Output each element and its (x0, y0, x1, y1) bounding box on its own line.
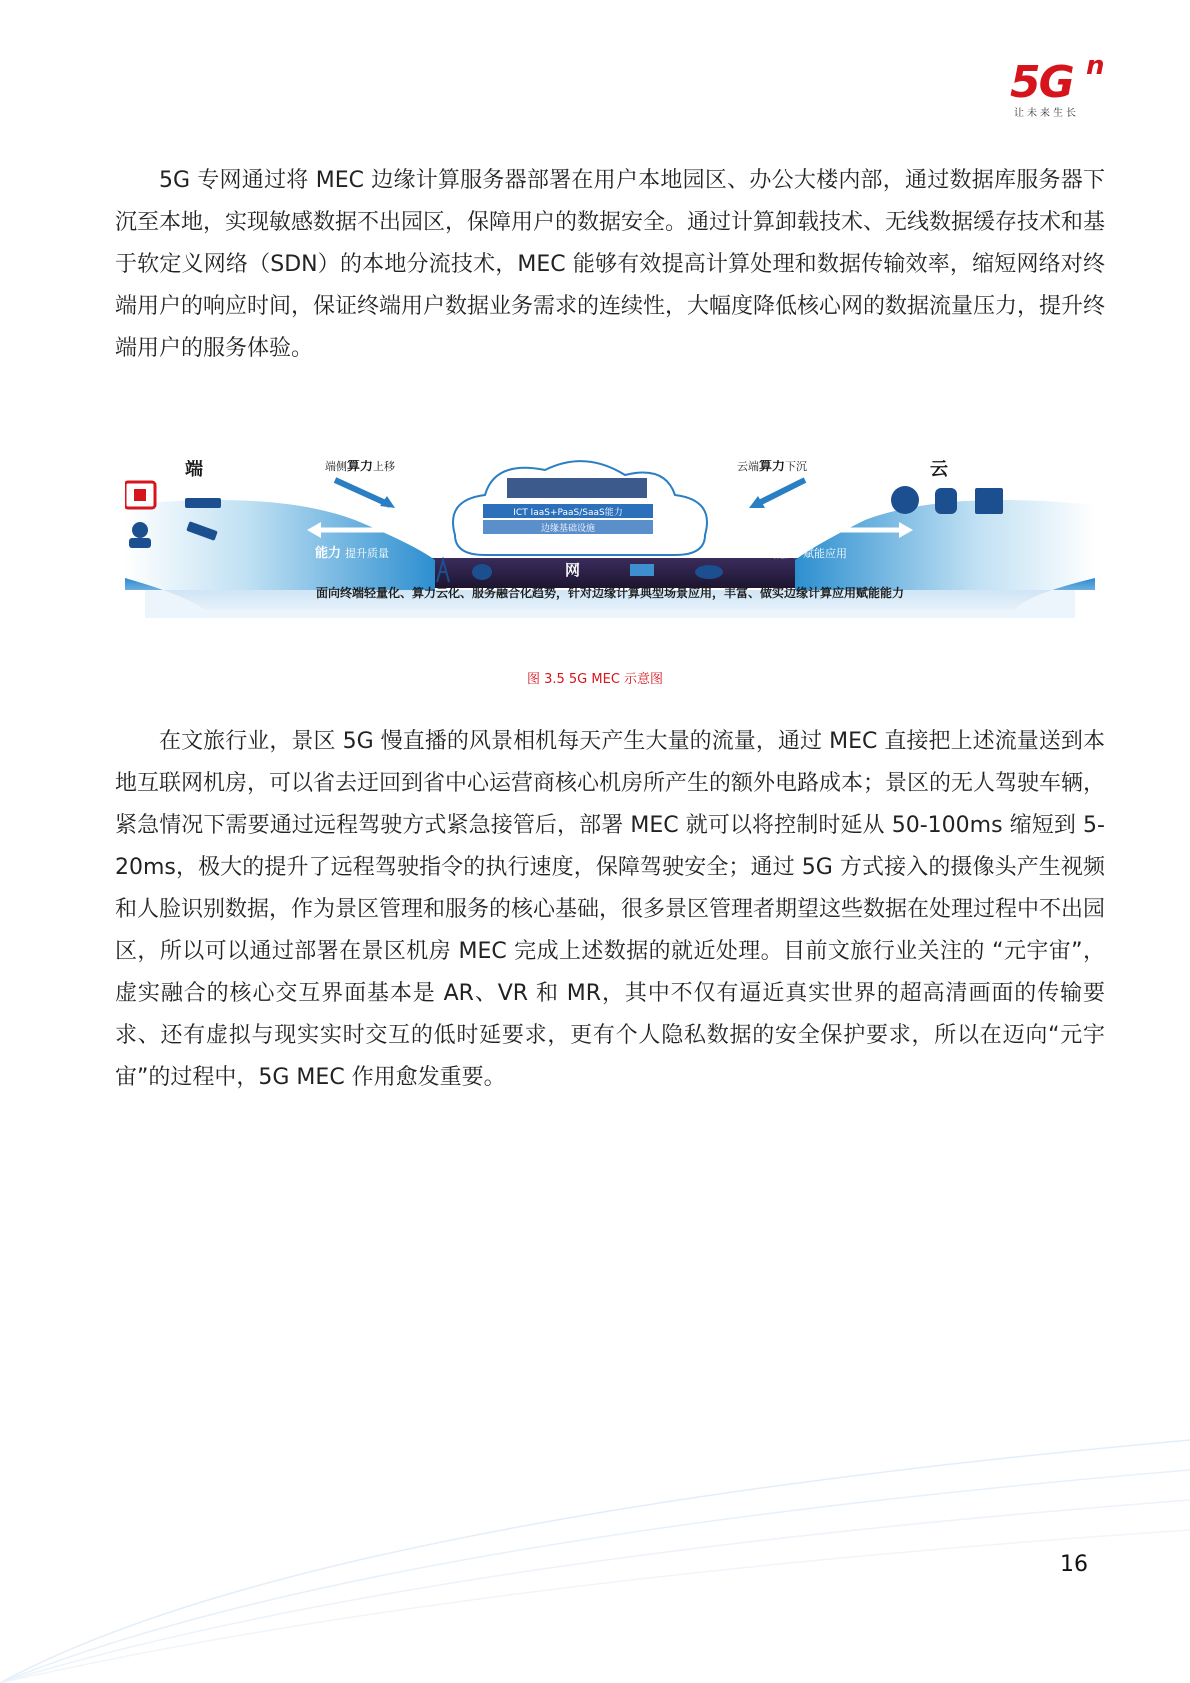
database-icon (935, 488, 957, 514)
network-label: 网 (565, 561, 581, 579)
figure-caption: 图 3.5 5G MEC 示意图 (526, 672, 664, 687)
bottom-slogan: 面向终端轻量化、算力云化、服务融合化趋势，针对边缘计算典型场景应用，丰富、做实边缘计算应用赋能能力 (315, 586, 905, 600)
worker-icon (132, 522, 148, 538)
brand-logo (1010, 52, 1110, 122)
left-capability-label: 能力 提升质量 (315, 546, 390, 561)
page-number: 16 (1060, 1552, 1088, 1577)
cloud-screens (507, 478, 647, 498)
router-network-icon (695, 565, 723, 579)
ict-label: ICT IaaS+PaaS/SaaS能力 (513, 508, 623, 518)
switch-icon (630, 564, 654, 576)
mec-diagram (125, 460, 1095, 645)
paragraph-1: 5G 专网通过将 MEC 边缘计算服务器部署在用户本地园区、办公大楼内部，通过数据库服务器下沉至本地，实现敏感数据不出园区，保障用户的数据安全。通过计算卸载技术、无线数据缓存技术和基于软定义网络（SDN）的本地分流技术，MEC 能够有效提高计算处理和数据传输效率，缩短网络对终端用户的响应时间，保证终端用户数据业务需求的连续性，大幅度降低核心网的数据流量压力，提升终端用户的服务体验。 (115, 168, 1106, 361)
brain-icon (891, 486, 919, 514)
logo-tagline: 让未来生长 (1014, 108, 1079, 119)
logo-main: 5G (1010, 57, 1073, 108)
bottom-decoration (0, 1400, 1190, 1683)
paragraph-2: 在文旅行业，景区 5G 慢直播的风景相机每天产生大量的流量，通过 MEC 直接把上述流量送到本地互联网机房，可以省去迂回到省中心运营商核心机房所产生的额外电路成本；景区的无人驾驶车辆，紧急情况下需要通过远程驾驶方式紧急接管后，部署 MEC 就可以将控制时延从 50-100ms 缩短到 5-20ms，极大的提升了远程驾驶指令的执行速度，保障驾驶安全；通过 5G 方式接入的摄像头产生视频和人脸识别数据，作为景区管理和服务的核心基础，很多景区管理者期望这些数据在处理过程中不出园区，所以可以通过部署在景区机房 MEC 完成上述数据的就近处理。目前文旅行业关注的 “元宇宙”，虚实融合的核心交互界面基本是 AR、VR 和 MR，其中不仅有逼近真实世界的超高清画面的传输要求、还有虚拟与现实实时交互的低时延要求，更有个人隐私数据的安全保护要求，所以在迈向“元宇宙”的过程中，5G MEC 作用愈发重要。 (115, 729, 1106, 1090)
right-capability-label: 能力 赋能应用 (773, 546, 848, 561)
logo-superscript: n (1086, 51, 1105, 81)
cloud-down-arrow (755, 480, 805, 505)
server-icon (975, 488, 1003, 514)
storage-icon (472, 564, 492, 580)
end-up-label: 端侧算力上移 (325, 460, 396, 474)
end-up-arrow (335, 480, 390, 505)
left-wave (125, 500, 435, 590)
end-label: 端 (185, 460, 203, 480)
router-icon (185, 498, 221, 508)
edge-label: 边缘基础设施 (540, 524, 596, 534)
cloud-down-label: 云端算力下沉 (737, 460, 808, 474)
cloud-label: 云 (930, 460, 948, 480)
